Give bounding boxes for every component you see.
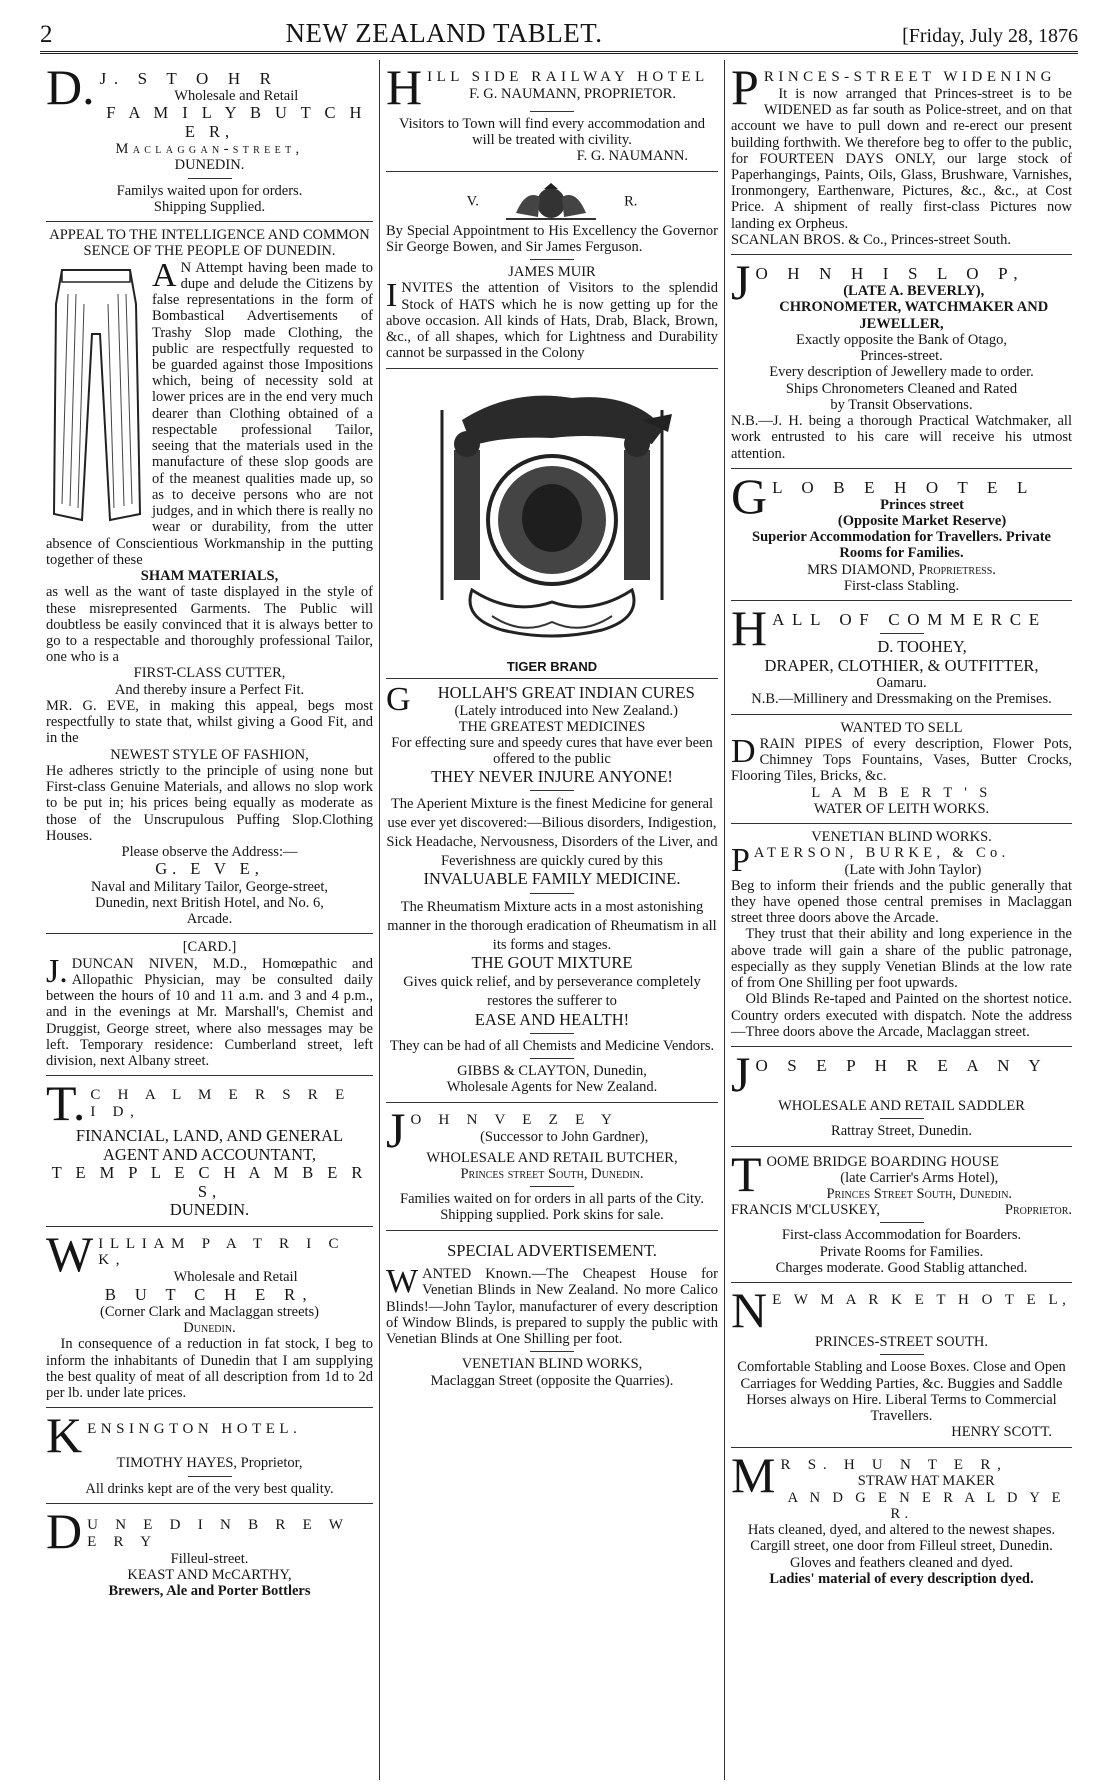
- ad-line: R.: [624, 193, 638, 210]
- ad-line: THEY NEVER INJURE ANYONE!: [431, 766, 673, 786]
- drop-cap: G: [386, 681, 411, 719]
- ad-line: Wholesale and Retail: [173, 1269, 298, 1286]
- columns: [40, 60, 1078, 1780]
- ad-line: AGENT AND ACCOUNTANT,: [102, 1144, 317, 1164]
- ad-line: Arcade.: [186, 911, 233, 928]
- ad-line: T E M P L E C H A M B E R S,: [51, 1163, 368, 1201]
- divider: [530, 259, 574, 260]
- ad-line: Shipping supplied. Pork skins for sale.: [440, 1207, 664, 1224]
- ad-body: N.B.—J. H. being a thorough Practical Watchmaker, all work entrusted to his care will receive his utmost attention.: [731, 413, 1072, 462]
- ad-line: A N D G E N E R A L D Y E R.: [787, 1489, 1065, 1522]
- ad-line: Charges moderate. Good Stablig attanched.: [775, 1259, 1028, 1276]
- ad-line: Shipping Supplied.: [153, 198, 266, 215]
- ad-newmarket-hotel: [731, 1283, 1072, 1447]
- divider: [880, 1222, 924, 1223]
- ad-line: Familys waited upon for orders.: [116, 182, 303, 199]
- page-number: 2: [40, 21, 53, 48]
- ad-line: F A M I L Y B U T C H E R,: [106, 103, 367, 141]
- ad-line: L A M B E R T ' S: [811, 784, 992, 801]
- ad-line: MRS DIAMOND, Proprietress.: [807, 561, 996, 578]
- ad-heading: VENETIAN BLIND WORKS.: [811, 829, 992, 846]
- ad-line: PRINCES-STREET SOUTH.: [815, 1334, 988, 1351]
- ad-line: D. TOOHEY,: [877, 637, 967, 657]
- drop-cap: J.: [46, 952, 68, 990]
- ad-name: E W M A R K E T H O T E L,: [772, 1292, 1071, 1309]
- drop-cap: P: [731, 60, 759, 115]
- ad-line: SCANLAN BROS. & Co., Princes-street South.: [731, 231, 1011, 248]
- ad-name: O S E P H R E A N Y: [755, 1056, 1049, 1076]
- ad-line: by Transit Observations.: [830, 396, 973, 413]
- ad-line: Please observe the Address:—: [121, 844, 298, 861]
- ad-reid: [46, 1076, 373, 1226]
- ad-line: (Late with John Taylor): [844, 861, 982, 878]
- ad-name: J. S T O H R: [99, 69, 279, 88]
- ad-heading: APPEAL TO THE INTELLIGENCE AND COMMON SENCE OF THE PEOPLE OF DUNEDIN.: [49, 227, 370, 260]
- ad-line: B U T C H E R,: [104, 1284, 315, 1304]
- ad-name: JAMES MUIR: [508, 264, 596, 281]
- drop-cap: W: [386, 1263, 419, 1301]
- ad-name: L O B E H O T E L: [772, 477, 1036, 497]
- brand-label: TIGER BRAND: [506, 658, 598, 674]
- ad-body: It is now arranged that Princes-street is to be WIDENED as far south as Police-street, and on that account we have to pull down and re-erect our present building forthwith. We therefore beg to offer to the public, for FOURTEEN DAYS ONLY, our large stock of Paperhangings, Paints, Oils, Glass, Brushware, Varnishes, Ironmongery, Earthenware, Pictures, &c., &c., at Cost Price. A shipment of really first-class Pictures now landing ex Orpheus.: [731, 85, 1072, 232]
- ad-body: MR. G. EVE, in making this appeal, begs most respectfully to state that, whilst giving a Good Fit, and in the: [46, 697, 373, 747]
- drop-cap: H: [731, 600, 768, 657]
- drop-cap: M: [731, 1446, 776, 1503]
- ad-line: HENRY SCOTT.: [951, 1424, 1052, 1441]
- divider: [530, 893, 574, 894]
- ad-body: Families waited on for orders in all parts of the City.: [400, 1191, 704, 1208]
- ad-body: ANTED Known.—The Cheapest House for Venetian Blinds in New Zealand. No more Calico Blinds!—John Taylor, manufacturer of every description of Window Blinds, is prepared to supply the public with Venetian Blinds at One Shilling per foot.: [386, 1266, 718, 1348]
- ad-line: (LATE A. BEVERLY),: [843, 283, 985, 300]
- drop-cap: J: [731, 1046, 751, 1103]
- ad-niven: [46, 934, 373, 1076]
- ad-body: Old Blinds Re-taped and Painted on the shortest notice. Country orders executed with dispatch. Note the address—Three doors above the Arcade, Maclaggan street.: [731, 991, 1072, 1040]
- ad-name: ATERSON, BURKE, & Co.: [753, 845, 1010, 862]
- ad-line: (Corner Clark and Maclaggan streets): [99, 1303, 320, 1320]
- ad-line: FINANCIAL, LAND, AND GENERAL: [75, 1126, 344, 1146]
- drop-cap: D.: [46, 60, 95, 115]
- divider: [188, 178, 232, 179]
- ad-line: WHOLESALE AND RETAIL SADDLER: [778, 1098, 1025, 1115]
- ad-line: FIRST-CLASS CUTTER,: [133, 665, 286, 682]
- ad-body: RAIN PIPES of every description, Flower Pots, Chimney Tops Fountains, Vases, Butter Crocks, Flooring Tiles, Bricks, &c.: [731, 735, 1072, 785]
- ad-line: Maclaggan Street (opposite the Quarries).: [430, 1372, 674, 1389]
- divider: [880, 1354, 924, 1355]
- ad-line: Ships Chronometers Cleaned and Rated: [785, 380, 1018, 397]
- divider: [530, 1186, 574, 1187]
- ad-body: Comfortable Stabling and Loose Boxes. Close and Open Carriages for Wedding Parties, &c. Buggies and Saddle Horses always on Hire. Liberal Terms to Commercial Travellers.: [737, 1359, 1066, 1425]
- ad-line: G. E V E,: [155, 859, 264, 879]
- ad-line: WHOLESALE AND RETAIL BUTCHER,: [426, 1149, 678, 1166]
- ad-mrs-hunter: [731, 1448, 1072, 1593]
- ad-body: By Special Appointment to His Excellency the Governor Sir George Bowen, and Sir James Ferguson.: [386, 222, 718, 255]
- ad-brewery: [46, 1504, 373, 1606]
- ad-line: First-class Stabling.: [843, 577, 960, 594]
- ad-line: F. G. NAUMANN.: [576, 148, 688, 165]
- ad-line: Wholesale and Retail: [174, 88, 299, 105]
- ad-line: They can be had of all Chemists and Medicine Vendors.: [389, 1038, 715, 1054]
- ad-line: JEWELLER,: [859, 315, 944, 332]
- ad-line: Private Rooms for Families.: [819, 1243, 984, 1260]
- divider: [188, 1476, 232, 1477]
- ad-line: F. G. NAUMANN, PROPRIETOR.: [469, 85, 676, 102]
- ad-toome-bridge: [731, 1147, 1072, 1284]
- ad-line: SHAM MATERIALS,: [140, 568, 279, 585]
- ad-name: U N E D I N B R E W E R Y: [87, 1516, 350, 1550]
- ad-name: R S. H U N T E R,: [780, 1456, 1008, 1473]
- ad-eve-tailor: [46, 222, 373, 934]
- ad-name: O H N V E Z E Y: [410, 1111, 619, 1128]
- ad-line: First-class Accommodation for Boarders.: [781, 1227, 1022, 1244]
- newspaper-title: NEW ZEALAND TABLET.: [285, 18, 603, 48]
- column-1: [40, 60, 380, 1780]
- ad-kensington: [46, 1408, 373, 1503]
- ad-line: Princes Street South, Dunedin.: [826, 1186, 1013, 1203]
- ad-body: He adheres strictly to the principle of using none but First-class Genuine Materials, and allows no slop work to be put in; his prices being equally as moderate as those of the Unscrupulous Puffing Slop.Clothing Houses.: [46, 762, 373, 844]
- ad-line: (Lately introduced into New Zealand.): [454, 702, 679, 719]
- ad-body: Visitors to Town will find every accommodation and will be treated with civility.: [399, 116, 705, 149]
- ad-line: Proprietor.: [1004, 1202, 1072, 1219]
- ad-line: Exactly opposite the Bank of Otago,: [795, 331, 1007, 348]
- ad-stohr: [46, 60, 373, 222]
- ad-line: (Opposite Market Reserve): [837, 513, 1007, 530]
- ad-drain-pipes: [731, 715, 1072, 824]
- ad-hall-of-commerce: [731, 601, 1072, 714]
- ad-line: Dunedin.: [183, 1320, 236, 1337]
- ad-name: ILLIAM P A T R I C K,: [98, 1235, 346, 1269]
- ad-line: STRAW HAT MAKER: [857, 1473, 995, 1490]
- ad-hillside-hotel: [386, 60, 718, 172]
- drop-cap: J: [386, 1101, 406, 1158]
- ad-line: V.: [466, 193, 479, 210]
- ad-line: FRANCIS M'CLUSKEY,: [731, 1202, 880, 1219]
- ad-line: NEWEST STYLE OF FASHION,: [110, 746, 309, 763]
- divider: [880, 633, 924, 634]
- ad-name: OOME BRIDGE BOARDING HOUSE: [766, 1153, 999, 1170]
- divider: [530, 111, 574, 112]
- drop-cap: T.: [46, 1075, 86, 1132]
- ad-name: ILL SIDE RAILWAY HOTEL: [427, 69, 709, 85]
- ad-name: ALL OF COMMERCE: [772, 610, 1047, 630]
- ad-special: [386, 1231, 718, 1395]
- ad-line: VENETIAN BLIND WORKS,: [461, 1356, 643, 1373]
- ad-patrick: [46, 1227, 373, 1409]
- ad-line: WATER OF LEITH WORKS.: [813, 800, 990, 817]
- drop-cap: H: [386, 60, 423, 115]
- ad-line: DUNEDIN.: [169, 1200, 250, 1220]
- ad-line: Gloves and feathers cleaned and dyed.: [789, 1554, 1014, 1571]
- ad-line: Oamaru.: [876, 675, 927, 692]
- ad-line: Dunedin, next British Hotel, and No. 6,: [95, 894, 324, 911]
- ad-line: [CARD.]: [182, 939, 237, 956]
- ad-line: (Successor to John Gardner),: [480, 1128, 649, 1145]
- ad-line: GIBBS & CLAYTON, Dunedin,: [457, 1063, 647, 1080]
- ad-body: In consequence of a reduction in fat stock, I beg to inform the inhabitants of Dunedin that I am supplying the best quality of meat of all description from 1d to 2d per lb. under late prices.: [46, 1336, 373, 1402]
- ad-line: TIMOTHY HAYES, Proprietor,: [116, 1455, 303, 1472]
- ad-line: Princes-street.: [860, 348, 943, 365]
- drop-cap: T: [731, 1145, 762, 1202]
- divider: [880, 1118, 924, 1119]
- ad-line: DRAPER, CLOTHIER, & OUTFITTER,: [764, 655, 1039, 675]
- ad-name: HOLLAH'S GREAT INDIAN CURES: [437, 683, 695, 703]
- divider: [530, 1351, 574, 1352]
- drop-cap: N: [731, 1282, 768, 1339]
- column-3: [725, 60, 1078, 1780]
- ad-line: DUNEDIN.: [174, 157, 245, 174]
- ad-name: RINCES-STREET WIDENING: [763, 69, 1056, 85]
- trousers-illustration: [48, 264, 144, 526]
- ad-body: Gives quick relief, and by perseverance completely restores the sufferer to: [403, 973, 701, 1009]
- ad-line: Maclaggan-street,: [115, 141, 304, 158]
- ad-body: NVITES the attention of Visitors to the splendid Stock of HATS which he is now getting up for the above occasion. All kinds of Hats, Drab, Black, Brown, &c., of all shapes, which for Lightness and Durability cannot be surpassed in the Colony: [386, 280, 718, 362]
- ad-line: Brewers, Ale and Porter Bottlers: [108, 1583, 311, 1600]
- ad-body: N Attempt having been made to dupe and delude the Citizens by false representations in the form of Bombastical Advertisements of Trashy Slop made Clothing, the public are respectfully requested to be guarded against those Impositions which, being of necessity sold at lower prices are in the end very much dearer than Clothing obtained of a respectable professional Tailor, seeing that the materials used in the manufacture of these slop goods are of the meanest qualities made up, so as to deceive persons who are not judges, and in which there is really no wear or durability, from the utter absence of Conscientious Workmanship in the putting together of these: [46, 259, 373, 568]
- ad-line: EASE AND HEALTH!: [474, 1009, 630, 1029]
- ad-line: Cargill street, one door from Filleul street, Dunedin.: [750, 1538, 1053, 1555]
- ad-line: Naval and Military Tailor, George-street,: [90, 878, 329, 895]
- ad-ghollah-cures: [386, 369, 718, 1103]
- ad-line: Filleul-street.: [170, 1550, 249, 1567]
- ad-line: And thereby insure a Perfect Fit.: [114, 681, 305, 698]
- ad-reany: [731, 1047, 1072, 1146]
- column-2: [380, 60, 725, 1780]
- divider: [530, 790, 574, 791]
- ad-line: Hats cleaned, dyed, and altered to the newest shapes.: [747, 1522, 1056, 1539]
- ad-heading: SPECIAL ADVERTISEMENT.: [447, 1240, 657, 1260]
- ad-hislop: [731, 255, 1072, 469]
- ad-body: The Aperient Mixture is the finest Medicine for general use ever yet discovered:—Bilious disorders, Indigestion, Sick Headache, Nervousness, Disorders of the Liver, and Feverishness are quickly cured by this: [386, 796, 718, 869]
- ad-name: O H N H I S L O P,: [755, 264, 1026, 284]
- ad-name: ENSINGTON HOTEL.: [87, 1421, 302, 1438]
- ad-body: DUNCAN NIVEN, M.D., Homœpathic and Allopathic Physician, may be consulted daily between the hours of 10 and 11 a.m. and 3 and 4 p.m., and in the evenings at Mr. Marshall's, Chemist and Druggist, George street, where also messages may be left. Temporary residence: Cumberland street, left division, next Albany street.: [46, 955, 373, 1070]
- ad-line: Superior Accommodation for Travellers. Private Rooms for Families.: [752, 529, 1051, 562]
- ad-line: INVALUABLE FAMILY MEDICINE.: [423, 869, 681, 889]
- ad-name: C H A L M E R S R E I D,: [90, 1087, 351, 1121]
- ad-line: Every description of Jewellery made to order.: [769, 364, 1034, 381]
- drop-cap: P: [731, 842, 750, 880]
- drop-cap: J: [731, 254, 751, 311]
- ad-body: Beg to inform their friends and the public generally that they have opened those central premises in Maclaggan street three doors above the Arcade.: [731, 877, 1072, 927]
- ad-line: THE GOUT MIXTURE: [471, 953, 633, 973]
- royal-crest-icon: [496, 183, 606, 221]
- ad-vezey: [386, 1103, 718, 1231]
- ad-line: Princes street South, Dunedin.: [460, 1165, 644, 1182]
- divider: [530, 1058, 574, 1059]
- ad-line: Ladies' material of every description dyed.: [769, 1570, 1034, 1587]
- drop-cap: K: [46, 1407, 83, 1464]
- drop-cap: D: [46, 1502, 83, 1559]
- ad-line: N.B.—Millinery and Dressmaking on the Premises.: [751, 691, 1052, 708]
- ad-line: THE GREATEST MEDICINES: [458, 718, 646, 735]
- divider: [530, 1033, 574, 1034]
- ad-line: Rattray Street, Dunedin.: [831, 1123, 972, 1140]
- ad-body: as well as the want of taste displayed in the style of these misrepresented Garments. The Public will doubtless be easily convinced that it is always better to go to a respectable and thoroughly professional Tailor, one who is a: [46, 584, 373, 666]
- ad-line: Princes street: [880, 496, 964, 513]
- ad-line: Wholesale Agents for New Zealand.: [446, 1079, 658, 1096]
- ad-venetian-blinds: [731, 824, 1072, 1047]
- drop-cap: D: [731, 732, 756, 770]
- ad-line: For effecting sure and speedy cures that have ever been offered to the public: [391, 735, 713, 768]
- ad-princes-street: [731, 60, 1072, 255]
- ad-line: All drinks kept are of the very best quality.: [85, 1480, 334, 1497]
- ad-body: They trust that their ability and long experience in the above trade will gain a share of the public patronage, especially as they supply Venetian Blinds at the low rate of from One Shilling per foot upwards.: [731, 926, 1072, 992]
- ad-heading: WANTED TO SELL: [840, 719, 963, 736]
- ad-line: (late Carrier's Arms Hotel),: [840, 1169, 999, 1186]
- drop-cap: G: [731, 467, 768, 524]
- ad-line: CHRONOMETER, WATCHMAKER AND: [779, 299, 1049, 316]
- ad-line: KEAST AND McCARTHY,: [127, 1567, 292, 1584]
- drop-cap: I: [386, 277, 398, 315]
- masthead: [40, 18, 1078, 54]
- drop-cap: A: [152, 256, 177, 294]
- issue-date: [Friday, July 28, 1876: [902, 25, 1078, 47]
- ad-globe-hotel: [731, 469, 1072, 601]
- ad-muir-hats: [386, 172, 718, 369]
- tiger-brand-emblem: [402, 380, 702, 660]
- ad-body: The Rheumatism Mixture acts in a most astonishing manner in the thorough eradication of Rheumatism in all its forms and stages.: [387, 898, 717, 953]
- drop-cap: W: [46, 1225, 94, 1282]
